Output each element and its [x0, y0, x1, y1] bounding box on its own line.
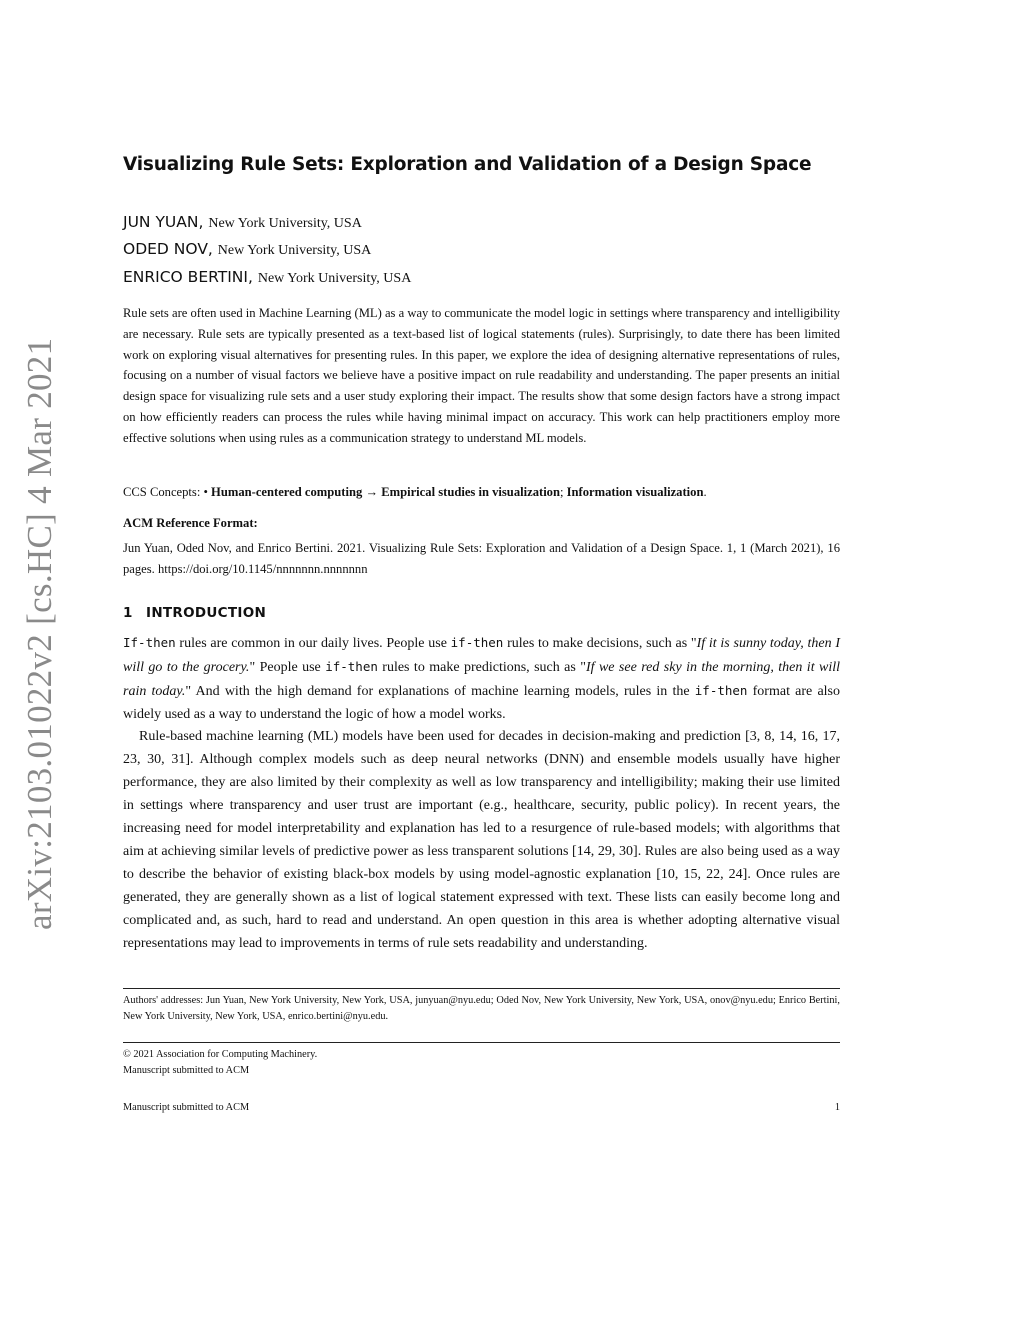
text-run: " People use: [249, 660, 326, 675]
ccs-end: .: [703, 485, 707, 499]
text-run: rules are common in our daily lives. People use: [175, 636, 451, 651]
author-name: JUN YUAN,: [123, 213, 204, 231]
copyright-line: © 2021 Association for Computing Machinery.: [123, 1049, 318, 1060]
section-number: 1: [123, 605, 133, 621]
section-title: INTRODUCTION: [146, 605, 267, 621]
ccs-term: Human-centered computing: [211, 485, 363, 499]
author-name: ENRICO BERTINI,: [123, 268, 253, 286]
author-affiliation: New York University, USA: [217, 243, 372, 258]
acm-reference-text: Jun Yuan, Oded Nov, and Enrico Bertini. 2021. Visualizing Rule Sets: Exploration and Validation of a Design Space. 1, 1 (March 2021), 16 pages. https://doi.org/10.1145/nnnnnnn.nnnnnnn: [123, 541, 840, 576]
author-affiliation: New York University, USA: [257, 271, 412, 286]
section-heading: [123, 605, 840, 621]
author-addresses-footnote: Authors' addresses: Jun Yuan, New York University, New York, USA, junyuan@nyu.edu; Oded Nov, New York University, New York, USA, onov@nyu.edu; Enrico Bertini, New York University, New York, USA, enrico.bertini@nyu.edu.: [123, 995, 840, 1022]
author-line: [123, 213, 362, 232]
text-run: " And with the high demand for explanations of machine learning models, rules in the: [185, 684, 695, 699]
ccs-term: Information visualization: [566, 485, 704, 499]
intro-paragraph-1: [123, 631, 840, 726]
intro-paragraph-2: Rule-based machine learning (ML) models have been used for decades in decision-making and prediction [3, 8, 14, 16, 17, 23, 30, 31]. Although complex models such as deep neural networks (DNN) and ensemble models usually have higher performance, they are also limited by their complexity as well as low transparency and intelligibility; making their use limited in settings where transparency and user trust are important (e.g., healthcare, security, public policy). In recent years, the increasing need for model interpretability and explanation has led to a resurgence of rule-based models; with algorithms that aim at achieving similar levels of predictive power as less transparent solutions [14, 29, 30]. Rules are also being used as a way to describe the behavior of existing black-box models by using model-agnostic explanation [10, 15, 22, 24]. Once rules are generated, they are generally shown as a list of logical statement expressed with text. These lists can easily become long and complicated and, as such, hard to read and understand. An open question in this area is whether adopting alternative visual representations may lead to improvements in terms of rule sets readability and understanding.: [123, 729, 840, 951]
page-footer-text: Manuscript submitted to ACM: [123, 1102, 250, 1113]
arxiv-identifier: arXiv:2103.01022v2 [cs.HC] 4 Mar 2021: [20, 337, 59, 930]
author-affiliation: New York University, USA: [208, 216, 362, 231]
ccs-term: Empirical studies in visualization: [381, 485, 560, 499]
emphasis-text: If it is sunny today, then I will go to the grocery.: [123, 636, 840, 675]
text-run: rules to make decisions, such as ": [503, 636, 697, 651]
acm-reference-heading: ACM Reference Format:: [123, 516, 258, 530]
author-line: [123, 240, 371, 259]
page-number: 1: [834, 1102, 840, 1113]
inline-code: if-then: [325, 659, 378, 674]
emphasis-text: If we see red sky in the morning, then it will rain today.: [123, 660, 841, 699]
text-run: rules to make predictions, such as ": [377, 660, 586, 675]
inline-code: if-then: [450, 635, 504, 650]
copyright-divider: [123, 1042, 840, 1043]
manuscript-line: Manuscript submitted to ACM: [123, 1065, 250, 1076]
ccs-label: CCS Concepts: •: [123, 485, 208, 499]
author-line: [123, 268, 411, 287]
abstract: Rule sets are often used in Machine Learning (ML) as a way to communicate the model logic in settings where transparency and intelligibility are necessary. Rule sets are typically presented as a text-based list of logical statements (rules). Surprisingly, to date there has been limited work on exploring visual alternatives for presenting rules. In this paper, we explore the idea of designing alternative representations of rules, focusing on a number of visual factors we believe have a positive impact on rule readability and understanding. The paper presents an initial design space for visualizing rule sets and a user study exploring their impact. The results show that some design factors have a strong impact on how efficiently readers can process the rules while having minimal impact on accuracy. This work can help practitioners employ more effective solutions when using rules as a communication strategy to understand ML models.: [123, 306, 840, 445]
author-name: ODED NOV,: [123, 240, 213, 258]
ccs-arrow: →: [365, 485, 379, 499]
copyright-block: [123, 1047, 840, 1079]
text-run: format are also widely used as a way to understand the logic of how a model works.: [123, 684, 841, 722]
inline-code: If-then: [123, 635, 176, 650]
inline-code: if-then: [694, 683, 748, 698]
paper-title: Visualizing Rule Sets: Exploration and Validation of a Design Space: [123, 154, 812, 175]
ccs-separator: ;: [560, 485, 564, 499]
footnote-divider: [123, 988, 840, 989]
ccs-concepts: [123, 483, 840, 501]
